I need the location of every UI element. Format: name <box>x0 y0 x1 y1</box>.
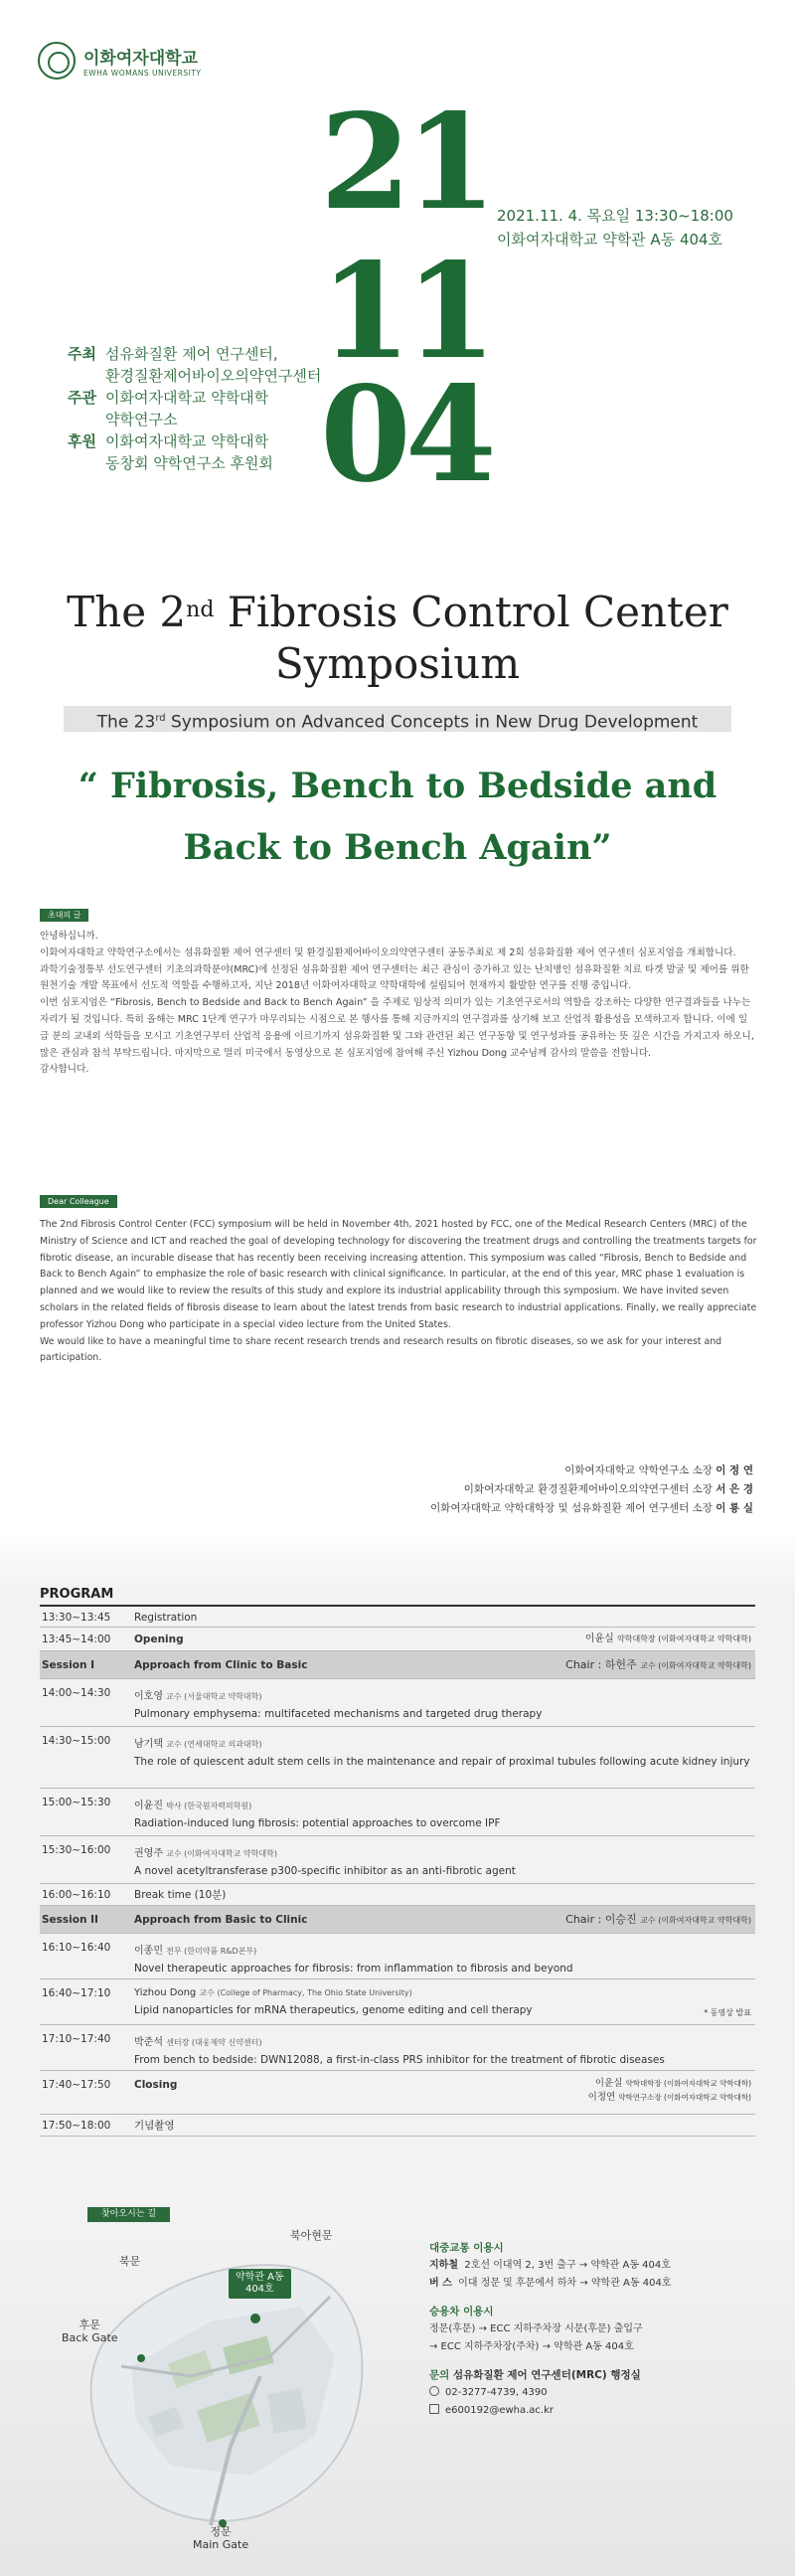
speaker-affil: 센터장 (대웅제약 신약센터) <box>166 2038 262 2047</box>
program-row <box>40 1608 755 1628</box>
talk-title: Radiation-induced lung fibrosis: potential approaches to overcome IPF <box>134 1817 501 1829</box>
program-heading: PROGRAM <box>40 1587 114 1602</box>
main-gate-label-en: Main Gate <box>193 2538 249 2551</box>
signer-name: 이 정 연 <box>716 1464 753 1476</box>
directions-tag: 찾아오시는 길 <box>87 2207 170 2222</box>
talk-row <box>40 1679 755 1727</box>
signer-name: 서 은 경 <box>716 1483 753 1495</box>
host-line: 동창회 약학연구소 후원회 <box>105 454 273 472</box>
program-row <box>40 1628 755 1651</box>
host-line: 섬유화질환 제어 연구센터, <box>105 345 278 363</box>
session-title: Approach from Clinic to Basic <box>134 1659 308 1671</box>
event-info <box>497 204 733 252</box>
signers-block <box>430 1461 753 1518</box>
session-row <box>40 1651 755 1679</box>
host-line: 약학연구소 <box>105 411 178 429</box>
invitation-letter-ko <box>40 929 755 1079</box>
logo-english: EWHA WOMANS UNIVERSITY <box>83 69 202 78</box>
destination-marker <box>229 2269 291 2299</box>
subway-directions: 2호선 이대역 2, 3번 출구 → 약학관 A동 404호 <box>464 2260 671 2271</box>
ewha-seal-icon <box>38 42 76 80</box>
row-time: 14:30~15:00 <box>42 1735 111 1747</box>
talk-row <box>40 1727 755 1789</box>
main-gate-label-ko: 정문 <box>210 2525 232 2538</box>
talk-title: From bench to bedside: DWN12088, a first-in-class PRS inhibitor for the treatment of fibrotic diseases <box>134 2054 665 2066</box>
host-line: 이화여자대학교 약학대학 <box>105 432 269 450</box>
speaker-name: 이윤실 <box>594 2078 623 2089</box>
speaker-name: 이호영 <box>134 1691 163 1702</box>
title-part: The 2 <box>67 588 187 636</box>
chair-affil: 교수 (이화여자대학교 약학대학) <box>640 1916 751 1925</box>
destination-room: 404호 <box>244 2284 274 2295</box>
row-time: 16:10~16:40 <box>42 1942 111 1954</box>
row-label: Opening <box>134 1633 184 1645</box>
university-logo <box>38 42 202 80</box>
car-directions: 정문(후문) → ECC 지하주차장 시문(후문) 출입구 <box>429 2323 643 2334</box>
talk-row <box>40 2025 755 2071</box>
contact-phone: 02-3277-4739, 4390 <box>445 2387 548 2398</box>
transit-info <box>429 2239 767 2420</box>
title-part: Fibrosis Control Center <box>214 588 728 636</box>
signer-role: 이화여자대학교 약학연구소 소장 <box>564 1464 716 1476</box>
theme-line1: “ Fibrosis, Bench to Bedside and <box>78 766 717 806</box>
date-year: 21 <box>320 86 491 240</box>
contact-org: 섬유화질환 제어 연구센터(MRC) 행정실 <box>452 2369 641 2381</box>
session-title: Approach from Basic to Clinic <box>134 1914 308 1926</box>
event-datetime: 2021.11. 4. 목요일 13:30~18:00 <box>497 207 733 225</box>
talk-row <box>40 1934 755 1979</box>
host-row <box>68 343 321 387</box>
speaker-name: 권영주 <box>134 1848 163 1859</box>
speaker-name: Yizhou Dong <box>134 1987 197 1998</box>
host-line: 이화여자대학교 약학대학 <box>105 389 269 407</box>
talk-title: Pulmonary emphysema: multifaceted mechanisms and targeted drug therapy <box>134 1708 543 1720</box>
row-time: 15:00~15:30 <box>42 1797 111 1808</box>
letter-paragraph: 과학기술정통부 선도연구센터 기초의과학분야(MRC)에 선정된 섬유화질환 제어 연구센터는 최근 관심이 증가하고 있는 난치병인 섬유화질환 치료 타겟 발굴 및 제어를 위한 원천기술 개발 목표에서 선도적 역할을 수행하고자, 지난 2018년 이화여자대학교 약학대학에 설립되어 현재까지 활발한 연구를 진행 중입니다. <box>40 963 749 992</box>
contact-heading: 문의 <box>429 2369 450 2381</box>
program-rule <box>40 1605 755 1607</box>
signer-role: 이화여자대학교 약학대학장 및 섬유화질환 제어 연구센터 소장 <box>430 1502 716 1514</box>
host-line: 환경질환제어바이오의약연구센터 <box>105 367 322 385</box>
speaker-affil: 전무 (한미약품 R&D본부) <box>166 1947 257 1956</box>
speaker-affil: 박사 (한국원자력의학원) <box>166 1802 252 1810</box>
subtitle-part: Symposium on Advanced Concepts in New Drug Development <box>165 712 699 733</box>
row-time: 16:40~17:10 <box>42 1987 111 1999</box>
host-label: 후원 <box>68 432 96 450</box>
invitation-tag: 초대의 글 <box>40 909 88 922</box>
speaker-name: 박준석 <box>134 2037 163 2048</box>
subtitle-ordinal: rd <box>155 713 166 724</box>
row-time: 13:30~13:45 <box>42 1612 111 1624</box>
talk-row <box>40 1979 755 2025</box>
theme-quote <box>0 756 795 879</box>
row-time: 17:40~17:50 <box>42 2079 111 2091</box>
event-venue: 이화여자대학교 약학관 A동 404호 <box>497 231 723 249</box>
row-label: Registration <box>134 1612 198 1624</box>
row-time: 14:00~14:30 <box>42 1687 111 1699</box>
hosts-block <box>68 343 321 474</box>
date-month: 11 <box>320 235 491 389</box>
contact-email: e600192@ewha.ac.kr <box>445 2405 555 2416</box>
chair-affil: 교수 (이화여자대학교 약학대학) <box>640 1661 751 1670</box>
row-time: 17:50~18:00 <box>42 2120 111 2132</box>
signer <box>430 1480 753 1499</box>
north-gate-label: 북문 <box>119 2255 141 2268</box>
speaker-affil: 교수 (College of Pharmacy, The Ohio State University) <box>199 1988 412 1997</box>
speaker-affil: 약학대학장 (이화여자대학교 약학대학) <box>617 1634 751 1643</box>
host-label: 주관 <box>68 389 96 407</box>
car-heading: 승용차 이용시 <box>429 2306 494 2318</box>
talk-row <box>40 1789 755 1836</box>
row-time: 17:10~17:40 <box>42 2033 111 2045</box>
speaker-affil: 교수 (서울대학교 약학대학) <box>166 1692 262 1701</box>
campus-map <box>62 2227 390 2555</box>
letter-paragraph: 감사합니다. <box>40 1064 89 1076</box>
speaker-name: 이정연 <box>587 2092 616 2103</box>
public-transit-heading: 대중교통 이용시 <box>429 2242 504 2254</box>
destination-building: 약학관 A동 <box>236 2272 284 2283</box>
session-row <box>40 1906 755 1934</box>
speaker-name: 이윤진 <box>134 1801 163 1811</box>
talk-title: A novel acetyltransferase p300-specific inhibitor as an anti-fibrotic agent <box>134 1865 516 1877</box>
talk-title: The role of quiescent adult stem cells in the maintenance and repair of proximal tubules following acute kidney injury <box>134 1756 750 1768</box>
host-label: 주최 <box>68 345 96 363</box>
session-chair: Chair : 이승진 <box>565 1913 637 1926</box>
signer <box>430 1499 753 1518</box>
bus-label: 버 스 <box>429 2278 452 2289</box>
host-row <box>68 430 321 474</box>
row-time: 16:00~16:10 <box>42 1889 111 1901</box>
letter-paragraph: The 2nd Fibrosis Control Center (FCC) symposium will be held in November 4th, 2021 hosted by FCC, one of the Medical Research Centers (MRC) of the Ministry of Science and ICT and reached the goal of developing technology for discovering the treatment drugs and controlling the treatments targets for fibrotic disease, an incurable disease that has recently been receiving increasing attention. This symposium was called “Fibrosis, Bench to Bedside and Back to Bench Again” to emphasize the role of basic research with clinical significance. In particular, at the end of this year, MRC phase 1 evaluation is planned and we would like to review the results of this study and explore its industrial applicability through this symposium. We have invited seven scholars in the related fields of fibrosis disease to learn about the latest trends from basic research to industrial applications. Finally, we really appreciate professor Yizhou Dong who participate in a special video lecture from the United States. <box>40 1219 757 1330</box>
phone-icon <box>429 2386 439 2396</box>
invitation-letter-en <box>40 1217 757 1367</box>
signer-name: 이 룡 실 <box>716 1502 753 1514</box>
signer <box>430 1461 753 1480</box>
theme-line2: Back to Bench Again” <box>183 827 612 868</box>
campus-map-illustration <box>62 2227 390 2555</box>
program-row <box>40 2115 755 2137</box>
back-gate-label-ko: 후문 <box>79 2318 100 2331</box>
title-line2: Symposium <box>274 639 521 688</box>
host-row <box>68 387 321 430</box>
row-label: Break time (10분) <box>134 1889 227 1901</box>
row-time: 13:45~14:00 <box>42 1633 111 1645</box>
session-label: Session II <box>42 1914 98 1926</box>
letter-paragraph: We would like to have a meaningful time to share recent research trends and research results on fibrotic diseases, so we ask for your interest and participation. <box>40 1335 722 1364</box>
speaker-affil: 약학대학장 (이화여자대학교 약학대학) <box>625 2079 751 2088</box>
program-row <box>40 1884 755 1906</box>
car-directions: → ECC 지하주차장(주차) → 약학관 A동 404호 <box>429 2341 634 2352</box>
session-chair: Chair : 하헌주 <box>565 1658 637 1671</box>
video-note: * 동영상 발표 <box>704 2008 751 2017</box>
program-row <box>40 2071 755 2115</box>
subway-label: 지하철 <box>429 2260 458 2271</box>
back-gate-label-en: Back Gate <box>62 2331 118 2344</box>
bus-directions: 이대 정문 및 후문에서 하차 → 약학관 A동 404호 <box>458 2278 672 2289</box>
row-time: 15:30~16:00 <box>42 1844 111 1856</box>
speaker-affil: 교수 (연세대학교 의과대학) <box>166 1740 262 1749</box>
talk-row <box>40 1836 755 1884</box>
speaker-affil: 약학연구소장 (이화여자대학교 약학대학) <box>618 2093 751 2102</box>
letter-paragraph: 이번 심포지엄은 “Fibrosis, Bench to Bedside and Back to Bench Again” 을 주제로 임상적 의미가 있는 기초연구로서의 역할을 강조하는 다양한 연구결과들을 나누는 자리가 될 것입니다. 특히 올해는 MRC 1단계 연구가 마무리되는 시점으로 본 행사를 통해 지금까지의 연구결과를 상기해 보고 산업적 활용성을 모색하고자 합니다. 이에 일급 분의 교내외 석학들을 모시고 기초연구부터 산업적 응용에 이르기까지 섬유화질환 및 그와 관련된 최근 연구동향 및 연구성과를 공유하는 뜻 깊은 시간을 가지고자 하오니, 많은 관심과 참석 부탁드립니다. 마지막으로 멀리 미국에서 동영상으로 본 심포지엄에 참여해 주신 Yizhou Dong 교수님께 감사의 말씀을 전합니다. <box>40 997 754 1059</box>
row-label: 기념촬영 <box>134 2120 175 2132</box>
letter-paragraph: 안녕하십니까. <box>40 931 98 942</box>
speaker-name: 이종민 <box>134 1946 163 1957</box>
dear-colleague-tag: Dear Colleague <box>40 1195 117 1208</box>
talk-title: Lipid nanoparticles for mRNA therapeutics, genome editing and cell therapy <box>134 2004 533 2016</box>
date-day: 04 <box>320 358 491 512</box>
talk-title: Novel therapeutic approaches for fibrosis: from inflammation to fibrosis and beyond <box>134 1963 573 1975</box>
logo-korean: 이화여자대학교 <box>83 49 198 69</box>
symposium-title <box>0 587 795 690</box>
speaker-affil: 교수 (이화여자대학교 약학대학) <box>166 1849 277 1858</box>
northeast-gate-label: 북아현문 <box>290 2229 333 2242</box>
speaker-name: 남기택 <box>134 1739 163 1750</box>
signer-role: 이화여자대학교 환경질환제어바이오의약연구센터 소장 <box>463 1483 716 1495</box>
letter-paragraph: 이화여자대학교 약학연구소에서는 섬유화질환 제어 연구센터 및 환경질환제어바이오의약연구센터 공동주최로 제 2회 섬유화질환 제어 연구센터 심포지엄을 개최합니다. <box>40 946 736 958</box>
speaker-name: 이윤실 <box>584 1633 614 1644</box>
title-ordinal: nd <box>186 598 215 622</box>
subtitle-part: The 23 <box>96 712 156 733</box>
subtitle-bar <box>64 706 731 732</box>
program-table <box>40 1608 755 2137</box>
email-icon <box>429 2404 439 2414</box>
row-label: Closing <box>134 2079 178 2091</box>
session-label: Session I <box>42 1659 95 1671</box>
